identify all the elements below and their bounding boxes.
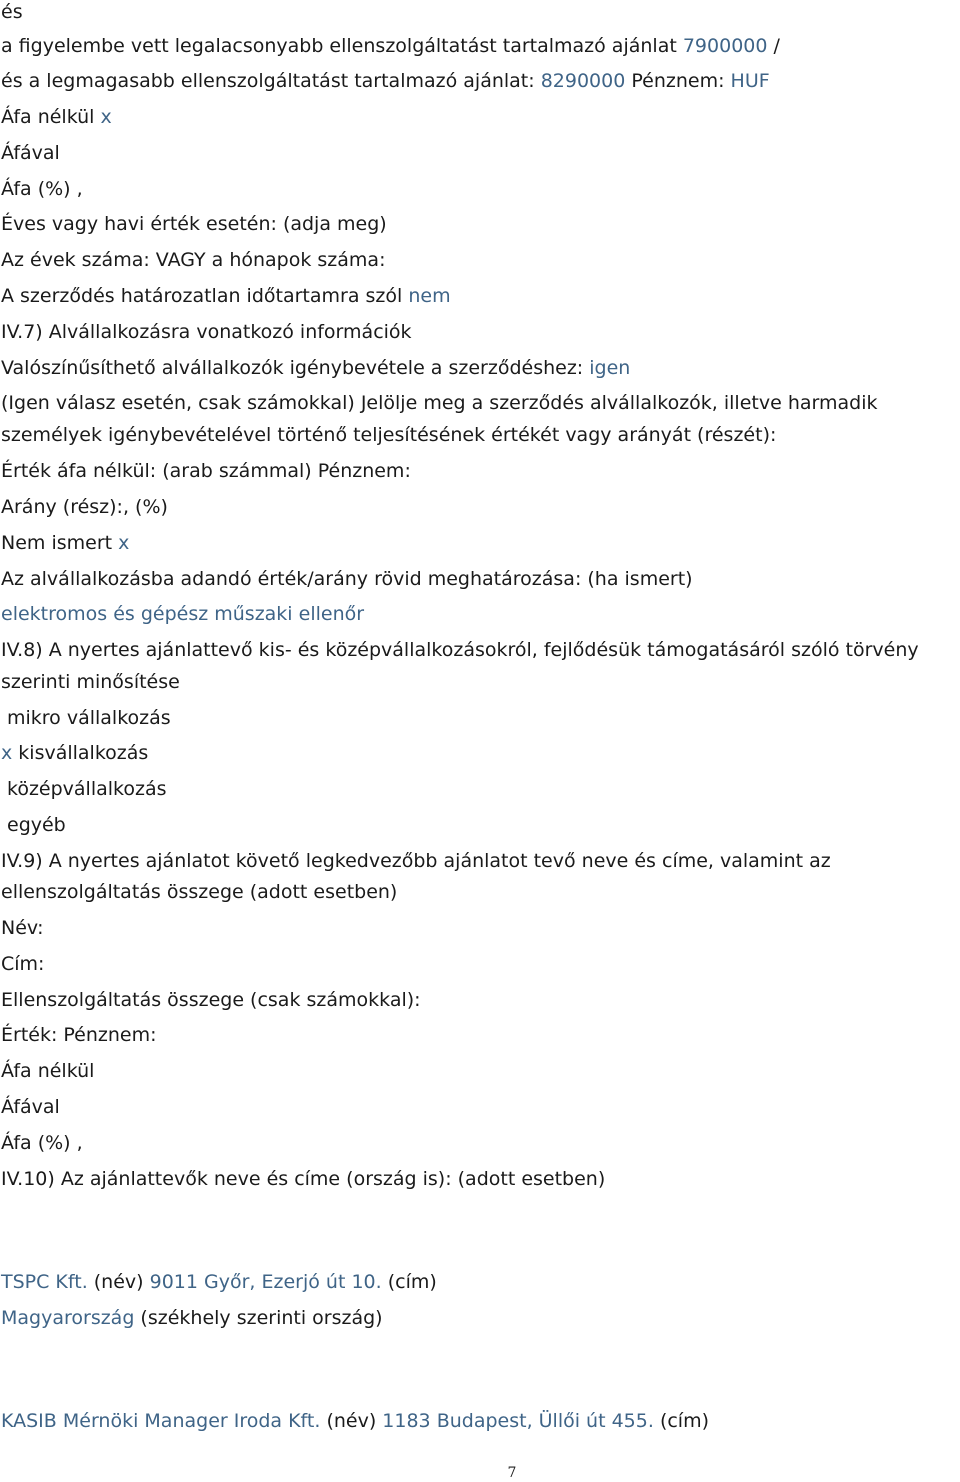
option-small (1, 741, 148, 765)
section-heading: IV.10) Az ajánlattevők neve és címe (ország is): (adott esetben) (1, 1168, 606, 1190)
label-text: (név) (87, 1271, 150, 1293)
text-line: Az évek száma: VAGY a hónapok száma: (1, 249, 386, 271)
text-line: (Igen válasz esetén, csak számokkal) Jelölje meg a szerződés alvállalkozók, illetve harmadik (1, 392, 878, 414)
text-line: Ellenszolgáltatás összege (csak számokkal): (1, 989, 421, 1011)
highest-offer-value: 8290000 (540, 70, 626, 92)
text-line: Áfa nélkül (1, 1060, 95, 1082)
label-text: Áfa nélkül (1, 106, 101, 128)
currency-label: Pénznem: (625, 70, 731, 92)
text-line (1, 0, 23, 24)
indefinite-term-line (1, 284, 451, 308)
currency-value: HUF (730, 70, 770, 92)
label-text: Nem ismert (1, 532, 119, 554)
indefinite-term-value: nem (408, 285, 451, 307)
text-line: Áfa (%) , (1, 1132, 83, 1154)
subcontractor-line (1, 356, 630, 380)
section-heading: IV.7) Alvállalkozásra vonatkozó információk (1, 321, 412, 343)
bidder-name: KASIB Mérnöki Manager Iroda Kft. (1, 1410, 321, 1432)
label-text: (cím) (653, 1410, 710, 1432)
line-text: és (1, 1, 23, 23)
separator-text: / (767, 35, 780, 57)
selected-mark: x (1, 742, 13, 764)
unknown-mark: x (118, 532, 130, 554)
text-line: Cím: (1, 953, 45, 975)
bidder-name: TSPC Kft. (1, 1271, 88, 1293)
text-line: Érték: Pénznem: (1, 1024, 157, 1046)
bidder-address: 9011 Győr, Ezerjó út 10. (149, 1271, 382, 1293)
text-line: Áfával (1, 142, 60, 164)
bidder-country-line (1, 1306, 383, 1330)
lowest-offer-line (1, 34, 780, 58)
bidder-country: Magyarország (1, 1307, 135, 1329)
option-other: egyéb (7, 814, 66, 836)
text-line: Az alvállalkozásba adandó érték/arány rövid meghatározása: (ha ismert) (1, 568, 693, 590)
text-line: Érték áfa nélkül: (arab számmal) Pénznem: (1, 460, 411, 482)
label-text: a figyelembe vett legalacsonyabb ellenszolgáltatást tartalmazó ajánlat (1, 35, 683, 57)
text-line: személyek igénybevételével történő teljesítésének értékét vagy arányát (részét): (1, 424, 777, 446)
highest-offer-line (1, 69, 770, 93)
section-heading: IV.9) A nyertes ajánlatot követő legkedvezőbb ajánlatot tevő neve és címe, valamint az (1, 850, 831, 872)
label-text: (név) (320, 1410, 383, 1432)
label-text: kisvállalkozás (12, 742, 149, 764)
label-text: Valószínűsíthető alvállalkozók igénybevétele a szerződéshez: (1, 357, 590, 379)
text-line: Arány (rész):, (%) (1, 496, 168, 518)
label-text: A szerződés határozatlan időtartamra szól (1, 285, 409, 307)
label-text: (székhely szerinti ország) (134, 1307, 383, 1329)
text-line: Név: (1, 917, 44, 939)
text-line: ellenszolgáltatás összege (adott esetben) (1, 881, 398, 903)
option-micro: mikro vállalkozás (7, 707, 171, 729)
vat-excluded-line (1, 105, 112, 129)
vat-excluded-mark: x (100, 106, 112, 128)
text-line: Éves vagy havi érték esetén: (adja meg) (1, 213, 387, 235)
section-heading: IV.8) A nyertes ajánlattevő kis- és középvállalkozásokról, fejlődésük támogatásáról szóló törvény (1, 639, 919, 661)
subcontract-description: elektromos és gépész műszaki ellenőr (1, 603, 365, 625)
page-number: 7 (507, 1465, 517, 1481)
text-line: Áfával (1, 1096, 60, 1118)
lowest-offer-value: 7900000 (682, 35, 768, 57)
bidder-entry (1, 1409, 709, 1433)
option-medium: középvállalkozás (7, 778, 167, 800)
label-text: és a legmagasabb ellenszolgáltatást tartalmazó ajánlat: (1, 70, 541, 92)
label-text: (cím) (381, 1271, 437, 1293)
unknown-line (1, 531, 129, 555)
bidder-entry (1, 1270, 437, 1294)
text-line: szerinti minősítése (1, 671, 180, 693)
subcontractor-value: igen (589, 357, 631, 379)
bidder-address: 1183 Budapest, Üllői út 455. (382, 1410, 654, 1432)
text-line: Áfa (%) , (1, 178, 83, 200)
